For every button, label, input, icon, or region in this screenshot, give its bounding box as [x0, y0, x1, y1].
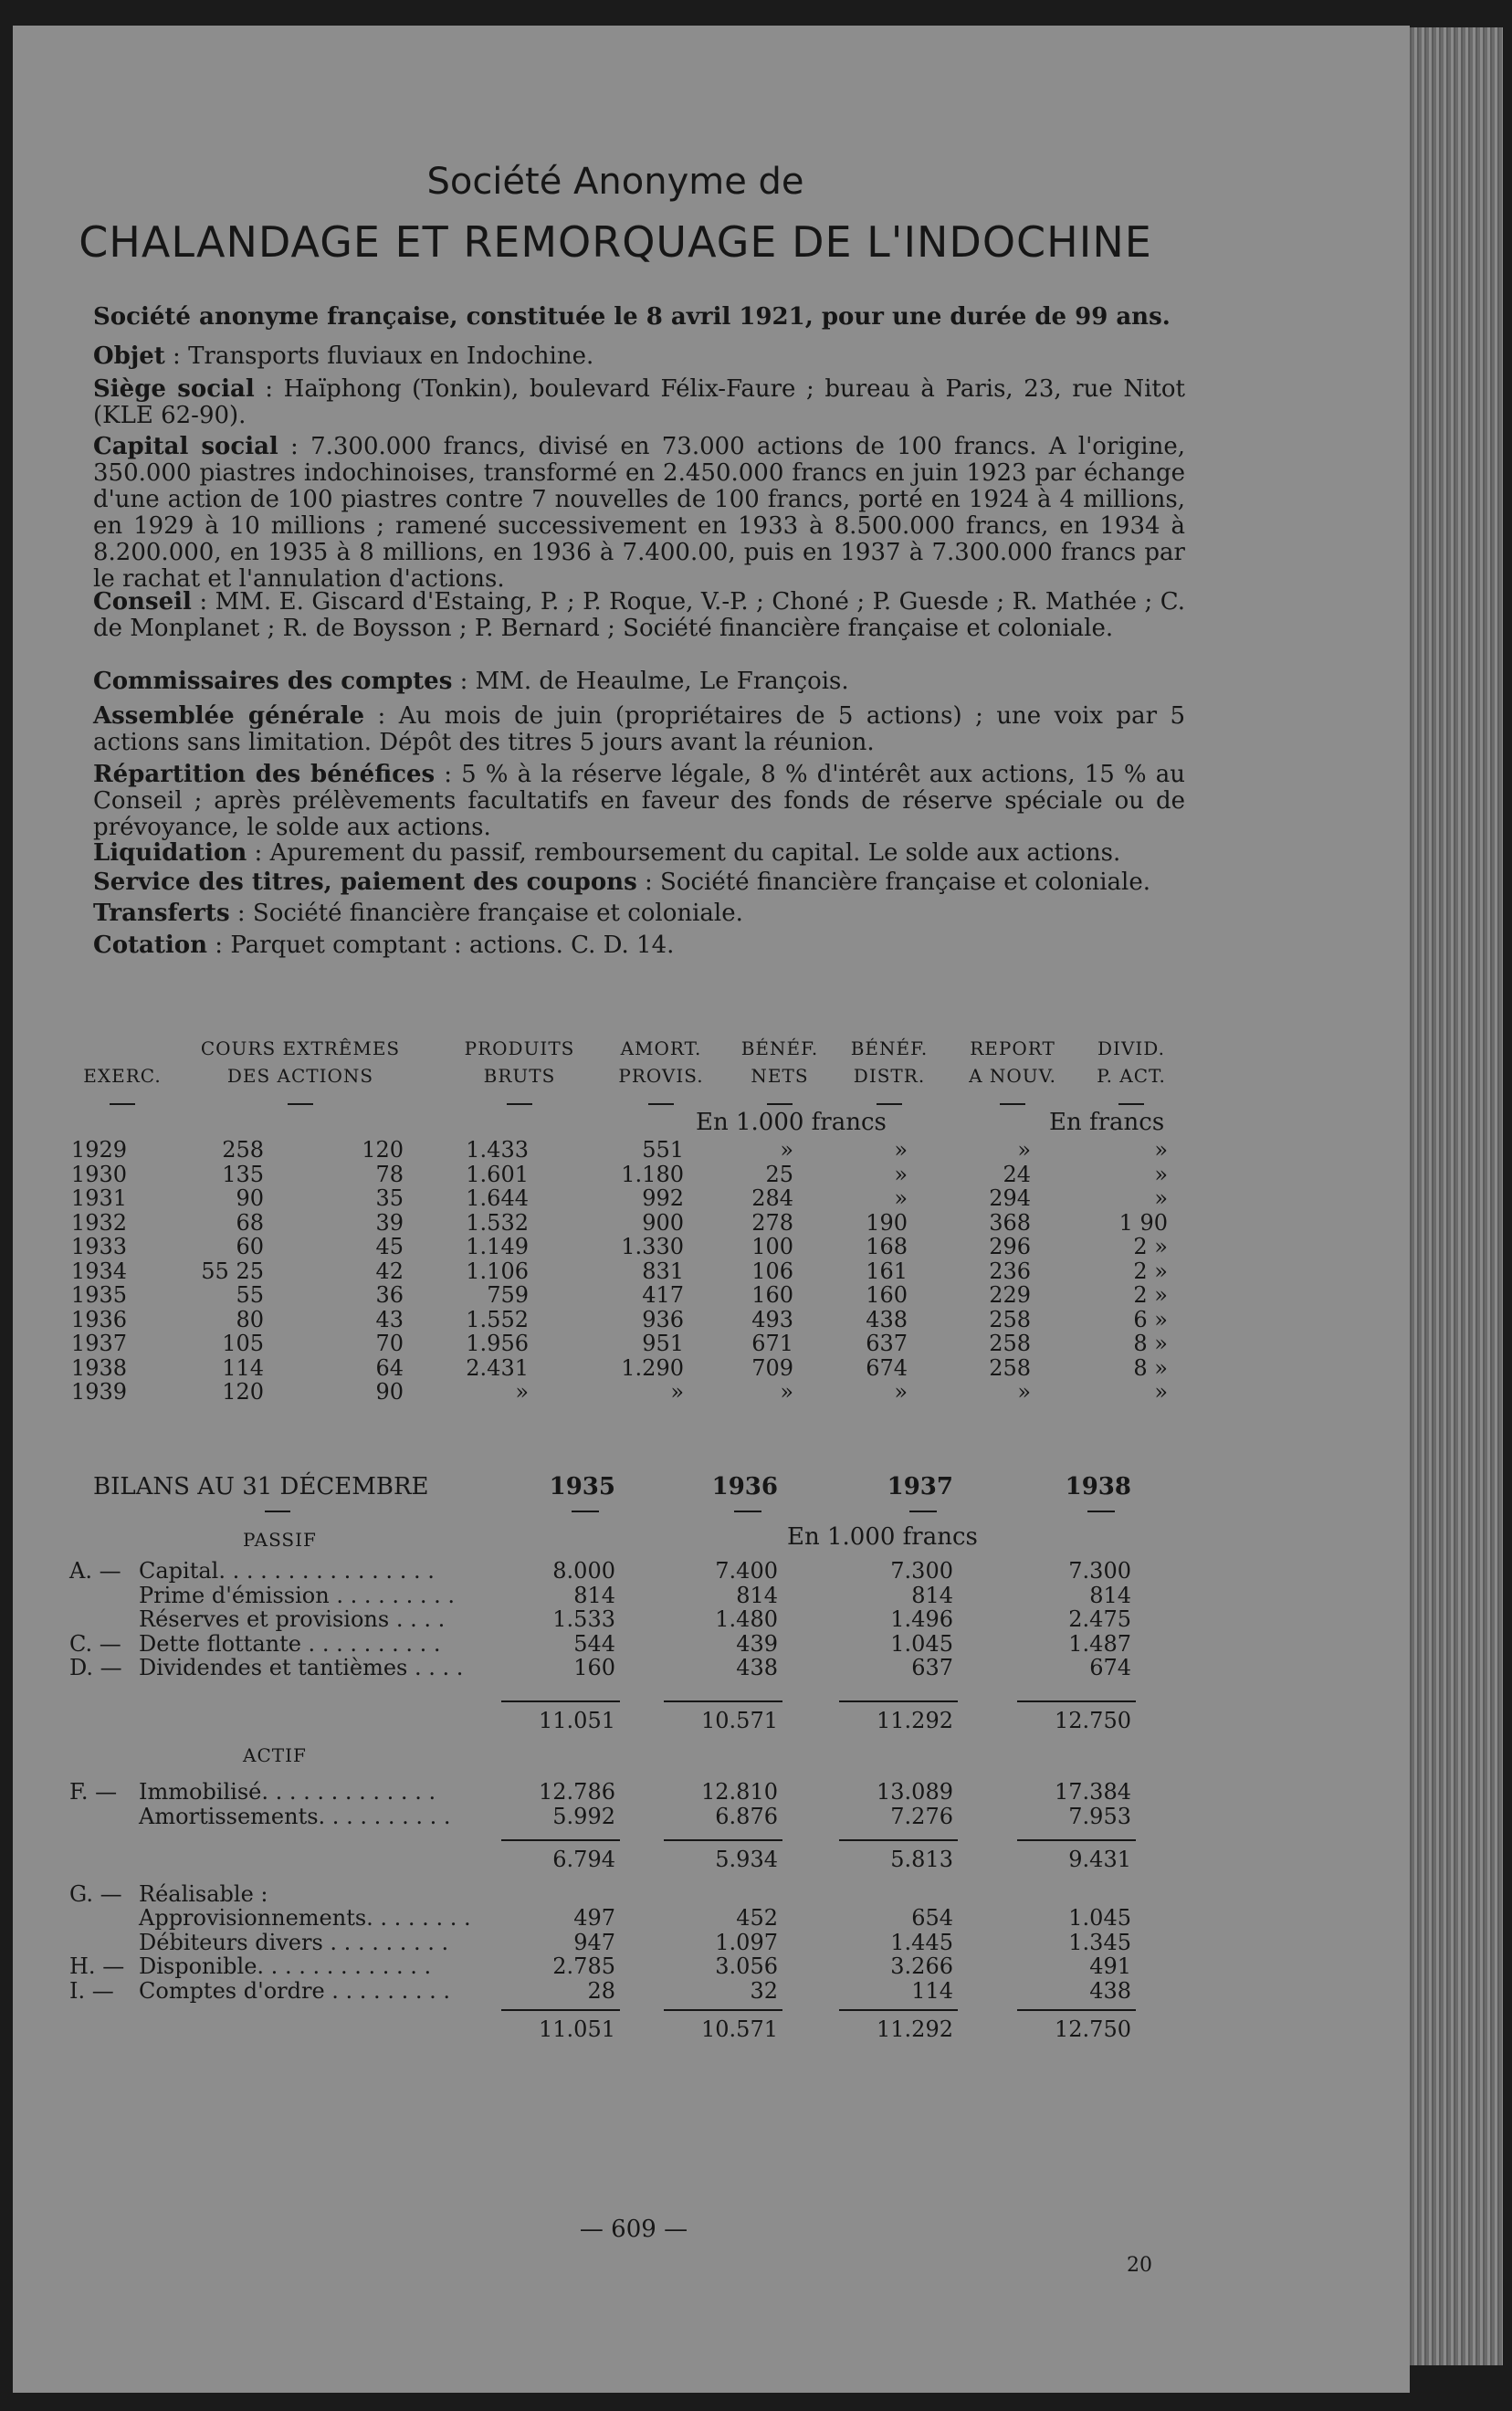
results-cell: 1.601	[466, 1161, 529, 1187]
total-rule	[839, 1839, 958, 1841]
results-cell: 278	[751, 1209, 793, 1236]
row-label: Disponible. . . . . . . . . . . . .	[139, 1953, 432, 1979]
row-value: 438	[736, 1655, 778, 1680]
info-text: : MM. E. Giscard d'Estaing, P. ; P. Roque, V.-P. ; Choné ; P. Guesde ; R. Mathée ; C. de Monplanet ; R. de Boysson ; P. Bernard ; Société financière française et coloniale.	[93, 588, 1185, 642]
row-prefix: I. —	[69, 1977, 114, 2004]
total-rule	[501, 1839, 620, 1841]
results-cell: 1.644	[466, 1185, 529, 1211]
row-value: 1.496	[890, 1606, 953, 1632]
results-cell: 120	[222, 1379, 264, 1405]
total-rule	[1017, 1839, 1136, 1841]
header-dash	[877, 1103, 902, 1105]
row-value: 438	[1089, 1977, 1131, 2004]
total-rule	[839, 2009, 958, 2011]
total-rule	[501, 1700, 620, 1702]
row-value: 1.533	[552, 1606, 615, 1632]
total-rule	[1017, 1700, 1136, 1702]
info-label: Répartition des bénéfices	[93, 761, 436, 788]
results-cell: »	[1154, 1185, 1168, 1211]
row-value: 7.276	[890, 1803, 953, 1829]
benef-distr-header-line1: BÉNÉF.	[850, 1037, 929, 1059]
info-paragraph	[93, 434, 1185, 593]
info-label: Transferts	[93, 900, 230, 927]
report-header-line1: REPORT	[970, 1037, 1055, 1059]
results-cell: »	[894, 1185, 908, 1211]
actif-total: 10.571	[701, 2016, 778, 2042]
results-cell: 551	[642, 1137, 684, 1163]
info-text: : Apurement du passif, remboursement du capital. Le solde aux actions.	[247, 839, 1121, 867]
results-cell: 637	[866, 1331, 908, 1356]
results-cell: »	[670, 1379, 684, 1405]
results-cell: »	[894, 1379, 908, 1405]
results-cell: 114	[222, 1354, 264, 1381]
row-value: 1.097	[715, 1929, 778, 1955]
results-cell: 368	[989, 1209, 1031, 1236]
results-cell: 24	[1003, 1161, 1031, 1187]
passif-total: 12.750	[1055, 1708, 1131, 1733]
row-value: 814	[573, 1582, 615, 1608]
title-line-1: Société Anonyme de	[426, 161, 804, 203]
year-header: 1938	[1065, 1473, 1131, 1500]
year-header: 1935	[549, 1473, 615, 1500]
results-cell: 35	[375, 1185, 404, 1211]
benef-nets-header-line2: NETS	[751, 1065, 809, 1087]
row-label: Immobilisé. . . . . . . . . . . . .	[139, 1779, 436, 1805]
results-cell: 1932	[70, 1209, 127, 1236]
row-value: 160	[573, 1655, 615, 1680]
row-value: 3.266	[890, 1953, 953, 1979]
row-value: 1.487	[1068, 1630, 1131, 1657]
results-cell: »	[1154, 1161, 1168, 1187]
year-dash	[734, 1511, 761, 1512]
row-value: 439	[736, 1630, 778, 1657]
passif-total: 11.292	[877, 1708, 953, 1733]
info-paragraph	[93, 900, 1185, 927]
info-paragraph	[93, 932, 1185, 959]
book-page-edges	[1397, 27, 1503, 2365]
row-value: 2.475	[1068, 1606, 1131, 1632]
results-cell: 8 »	[1133, 1354, 1168, 1381]
row-prefix: H. —	[69, 1953, 125, 1979]
year-header: 1936	[711, 1473, 778, 1500]
info-text: : 7.300.000 francs, divisé en 73.000 actions de 100 francs. A l'origine, 350.000 piastres indochinoises, transformé en 2.450.000 francs en juin 1923 par échange d'une action de 100 piastres contre 7 nouvelles de 100 francs, porté en 1924 à 4 millions, en 1929 à 10 millions ; ramené successivement en 1933 à 8.500.000 francs, en 1934 à 8.200.000, en 1935 à 8 millions, en 1936 à 7.400.00, puis en 1937 à 7.300.000 francs par le rachat et l'annulation d'actions.	[93, 433, 1185, 593]
benef-nets-header-line1: BÉNÉF.	[740, 1037, 819, 1059]
results-cell: »	[1017, 1379, 1031, 1405]
results-cell: 2 »	[1133, 1234, 1168, 1259]
results-cell: 6 »	[1133, 1306, 1168, 1332]
results-cell: 674	[866, 1354, 908, 1381]
row-value: 1.445	[890, 1929, 953, 1955]
immob-net: 6.794	[552, 1847, 615, 1872]
results-cell: 258	[989, 1331, 1031, 1356]
info-paragraph	[93, 376, 1185, 429]
row-label: Réserves et provisions . . . .	[139, 1606, 446, 1632]
unit-thousand-francs: En 1.000 francs	[696, 1109, 887, 1136]
info-paragraph	[93, 589, 1185, 642]
year-dash	[1087, 1511, 1115, 1512]
immob-net: 9.431	[1068, 1847, 1131, 1872]
results-cell: 135	[222, 1161, 264, 1187]
row-value: 114	[911, 1977, 953, 2004]
results-cell: 2.431	[466, 1354, 529, 1381]
results-cell: 42	[375, 1258, 404, 1284]
row-value: 2.785	[552, 1953, 615, 1979]
amort-header-line2: PROVIS.	[618, 1065, 704, 1087]
bilans-title: BILANS AU 31 DÉCEMBRE	[93, 1473, 429, 1500]
results-cell: 759	[487, 1282, 529, 1308]
results-cell: 671	[751, 1331, 793, 1356]
info-label: Société anonyme française, constituée le 8 avril 1921, pour une durée de 99 ans.	[93, 303, 1171, 331]
results-cell: 100	[751, 1234, 793, 1259]
info-text: : 5 % à la réserve légale, 8 % d'intérêt aux actions, 15 % au Conseil ; après prélèvements facultatifs en faveur des fonds de réserve spéciale ou de prévoyance, le solde aux actions.	[93, 761, 1185, 841]
results-cell: 36	[375, 1282, 404, 1308]
header-dash	[1000, 1103, 1025, 1105]
results-cell: 1938	[70, 1354, 127, 1381]
row-prefix: G. —	[69, 1881, 122, 1907]
info-text: : Au mois de juin (propriétaires de 5 actions) ; une voix par 5 actions sans limitation. Dépôt des titres 5 jours avant la réunion.	[93, 702, 1186, 756]
info-label: Objet	[93, 342, 165, 370]
results-cell: 78	[375, 1161, 404, 1187]
total-rule	[1017, 2009, 1136, 2011]
cours-header-line1: COURS EXTRÊMES	[200, 1037, 401, 1059]
row-value: 8.000	[552, 1558, 615, 1584]
row-label: Comptes d'ordre . . . . . . . . .	[139, 1977, 450, 2004]
realisable-label: Réalisable :	[139, 1881, 268, 1907]
info-label: Commissaires des comptes	[93, 668, 453, 695]
row-value: 12.786	[539, 1779, 615, 1805]
results-cell: 1.552	[466, 1306, 529, 1332]
info-label: Siège social	[93, 375, 255, 403]
header-dash	[507, 1103, 532, 1105]
info-label: Liquidation	[93, 839, 247, 867]
results-cell: 168	[866, 1234, 908, 1259]
page-number: — 609 —	[579, 2216, 688, 2243]
row-value: 814	[736, 1582, 778, 1608]
row-value: 13.089	[877, 1779, 953, 1805]
results-cell: 1935	[70, 1282, 127, 1308]
immob-net: 5.813	[890, 1847, 953, 1872]
results-cell: 190	[866, 1209, 908, 1236]
row-label: Prime d'émission . . . . . . . . .	[139, 1582, 456, 1608]
results-cell: 25	[765, 1161, 793, 1187]
info-paragraph	[93, 304, 1185, 331]
info-label: Service des titres, paiement des coupons	[93, 869, 637, 896]
cours-header-line2: DES ACTIONS	[226, 1065, 374, 1087]
row-value: 7.400	[715, 1558, 778, 1584]
header-dash	[288, 1103, 313, 1105]
row-prefix: A. —	[69, 1558, 121, 1584]
actif-total: 12.750	[1055, 2016, 1131, 2042]
results-cell: »	[894, 1137, 908, 1163]
divid-header-line2: P. ACT.	[1097, 1065, 1166, 1087]
info-text: : Société financière française et coloniale.	[229, 900, 743, 927]
results-cell: 160	[751, 1282, 793, 1308]
row-value: 32	[750, 1977, 778, 2004]
results-cell: 1.106	[466, 1258, 529, 1284]
results-cell: »	[780, 1379, 793, 1405]
signature-mark: 20	[1127, 2254, 1152, 2277]
row-value: 7.953	[1068, 1803, 1131, 1829]
row-value: 1.480	[715, 1606, 778, 1632]
produits-header-line1: PRODUITS	[464, 1037, 575, 1059]
row-value: 12.810	[701, 1779, 778, 1805]
document-page	[13, 26, 1410, 2393]
row-label: Dividendes et tantièmes . . . .	[139, 1655, 464, 1680]
results-cell: 936	[642, 1306, 684, 1332]
results-cell: »	[894, 1161, 908, 1187]
results-cell: 236	[989, 1258, 1031, 1284]
results-cell: 55 25	[201, 1258, 264, 1284]
info-text: : Société financière française et coloniale.	[636, 869, 1151, 896]
results-cell: 294	[989, 1185, 1031, 1211]
results-cell: 258	[222, 1137, 264, 1163]
results-cell: 90	[375, 1379, 404, 1405]
results-cell: 39	[375, 1209, 404, 1236]
results-cell: 80	[236, 1306, 264, 1332]
info-label: Conseil	[93, 588, 192, 616]
results-cell: »	[1154, 1137, 1168, 1163]
actif-total: 11.292	[877, 2016, 953, 2042]
total-rule	[839, 1700, 958, 1702]
passif-total: 10.571	[701, 1708, 778, 1733]
results-cell: 1929	[70, 1137, 127, 1163]
row-value: 814	[911, 1582, 953, 1608]
total-rule	[664, 1839, 782, 1841]
row-label: Dette flottante . . . . . . . . . .	[139, 1630, 441, 1657]
passif-label: PASSIF	[243, 1529, 317, 1551]
header-dash	[767, 1103, 793, 1105]
info-text: : Parquet comptant : actions. C. D. 14.	[207, 932, 675, 959]
results-cell: 105	[222, 1331, 264, 1356]
actif-total: 11.051	[539, 2016, 615, 2042]
results-cell: 417	[642, 1282, 684, 1308]
report-header-line2: A NOUV.	[969, 1065, 1056, 1087]
info-label: Assemblée générale	[93, 702, 365, 730]
results-cell: 8 »	[1133, 1331, 1168, 1356]
results-cell: 64	[375, 1354, 404, 1381]
results-cell: »	[1017, 1137, 1031, 1163]
results-cell: 120	[362, 1137, 404, 1163]
results-cell: 1.330	[621, 1234, 684, 1259]
row-prefix: F. —	[69, 1779, 118, 1805]
results-cell: 70	[375, 1331, 404, 1356]
info-paragraph	[93, 703, 1185, 756]
results-cell: 1.149	[466, 1234, 529, 1259]
immob-net: 5.934	[715, 1847, 778, 1872]
results-cell: 992	[642, 1185, 684, 1211]
row-value: 7.300	[1068, 1558, 1131, 1584]
year-dash	[909, 1511, 937, 1512]
results-cell: 1937	[70, 1331, 127, 1356]
row-value: 17.384	[1055, 1779, 1131, 1805]
header-dash	[648, 1103, 674, 1105]
results-cell: 161	[866, 1258, 908, 1284]
results-cell: 2 »	[1133, 1258, 1168, 1284]
results-cell: 1.290	[621, 1354, 684, 1381]
divid-header-line1: DIVID.	[1097, 1037, 1165, 1059]
results-cell: 43	[375, 1306, 404, 1332]
row-value: 814	[1089, 1582, 1131, 1608]
results-cell: 1936	[70, 1306, 127, 1332]
row-value: 947	[573, 1929, 615, 1955]
results-cell: 1930	[70, 1161, 127, 1187]
row-value: 28	[587, 1977, 615, 2004]
total-rule	[664, 2009, 782, 2011]
info-paragraph	[93, 762, 1185, 841]
row-value: 654	[911, 1905, 953, 1931]
results-cell: 1.180	[621, 1161, 684, 1187]
row-label: Capital. . . . . . . . . . . . . . . .	[139, 1558, 435, 1584]
results-cell: 258	[989, 1306, 1031, 1332]
row-value: 491	[1089, 1953, 1131, 1979]
header-dash	[110, 1103, 135, 1105]
info-paragraph	[93, 869, 1185, 896]
title-line-2: CHALANDAGE ET REMORQUAGE DE L'INDOCHINE	[79, 217, 1152, 267]
results-cell: 1934	[70, 1258, 127, 1284]
total-rule	[501, 2009, 620, 2011]
row-prefix: D. —	[69, 1655, 122, 1680]
row-value: 674	[1089, 1655, 1131, 1680]
results-cell: 1939	[70, 1379, 127, 1405]
results-cell: 709	[751, 1354, 793, 1381]
total-rule	[664, 1700, 782, 1702]
results-cell: 45	[375, 1234, 404, 1259]
results-cell: 106	[751, 1258, 793, 1284]
header-dash	[1118, 1103, 1144, 1105]
results-cell: 284	[751, 1185, 793, 1211]
results-cell: »	[780, 1137, 793, 1163]
results-cell: 55	[236, 1282, 264, 1308]
produits-header-line2: BRUTS	[483, 1065, 556, 1087]
row-value: 1.045	[1068, 1905, 1131, 1931]
results-cell: 60	[236, 1234, 264, 1259]
exerc-header: EXERC.	[83, 1065, 162, 1087]
passif-total: 11.051	[539, 1708, 615, 1733]
results-cell: 68	[236, 1209, 264, 1236]
row-value: 497	[573, 1905, 615, 1931]
title-dash	[265, 1511, 290, 1512]
results-cell: »	[1154, 1379, 1168, 1405]
amort-header-line1: AMORT.	[620, 1037, 702, 1059]
row-prefix: C. —	[69, 1630, 121, 1657]
results-cell: 258	[989, 1354, 1031, 1381]
row-value: 452	[736, 1905, 778, 1931]
row-value: 544	[573, 1630, 615, 1657]
results-cell: 1931	[70, 1185, 127, 1211]
row-label: Débiteurs divers . . . . . . . . .	[139, 1929, 449, 1955]
results-cell: »	[515, 1379, 529, 1405]
results-cell: 1.532	[466, 1209, 529, 1236]
bilans-unit: En 1.000 francs	[787, 1523, 978, 1551]
year-dash	[572, 1511, 599, 1512]
year-header: 1937	[887, 1473, 953, 1500]
results-cell: 1933	[70, 1234, 127, 1259]
info-paragraph	[93, 343, 1185, 370]
results-cell: 1.956	[466, 1331, 529, 1356]
results-cell: 951	[642, 1331, 684, 1356]
results-cell: 296	[989, 1234, 1031, 1259]
row-label: Amortissements. . . . . . . . . .	[139, 1803, 451, 1829]
results-cell: 438	[866, 1306, 908, 1332]
results-cell: 90	[236, 1185, 264, 1211]
benef-distr-header-line2: DISTR.	[853, 1065, 926, 1087]
row-value: 637	[911, 1655, 953, 1680]
results-cell: 900	[642, 1209, 684, 1236]
results-cell: 160	[866, 1282, 908, 1308]
results-cell: 1 90	[1118, 1209, 1168, 1236]
info-text: : MM. de Heaulme, Le François.	[452, 668, 849, 695]
row-value: 1.045	[890, 1630, 953, 1657]
info-paragraph	[93, 840, 1185, 867]
info-label: Cotation	[93, 932, 208, 959]
info-label: Capital social	[93, 433, 278, 460]
info-paragraph	[93, 669, 1185, 695]
results-cell: 831	[642, 1258, 684, 1284]
info-text: : Haïphong (Tonkin), boulevard Félix-Faure ; bureau à Paris, 23, rue Nitot (KLE 62-90).	[93, 375, 1185, 429]
row-value: 1.345	[1068, 1929, 1131, 1955]
unit-francs: En francs	[1049, 1109, 1165, 1136]
row-value: 5.992	[552, 1803, 615, 1829]
results-cell: 1.433	[466, 1137, 529, 1163]
row-label: Approvisionnements. . . . . . . .	[139, 1905, 471, 1931]
results-cell: 2 »	[1133, 1282, 1168, 1308]
info-text: : Transports fluviaux en Indochine.	[164, 342, 594, 370]
results-cell: 493	[751, 1306, 793, 1332]
actif-label: ACTIF	[243, 1744, 307, 1766]
row-value: 3.056	[715, 1953, 778, 1979]
results-cell: 229	[989, 1282, 1031, 1308]
row-value: 6.876	[715, 1803, 778, 1829]
row-value: 7.300	[890, 1558, 953, 1584]
